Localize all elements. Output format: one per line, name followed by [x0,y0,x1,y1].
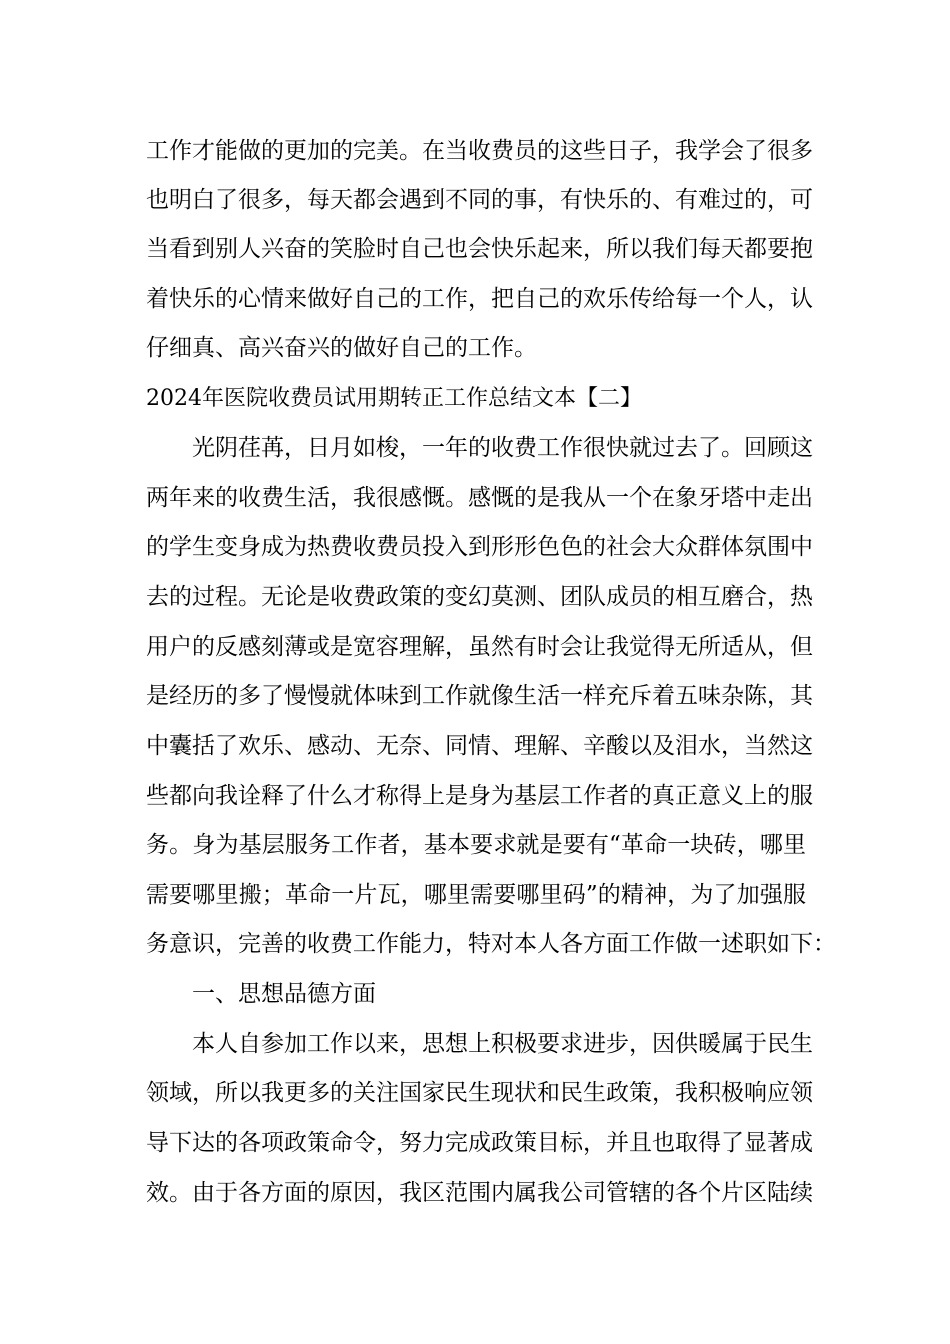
body-text-line: 两年来的收费生活，我很感慨。感慨的是我从一个在象牙塔中走出 [146,485,813,511]
body-text-line: 务意识，完善的收费工作能力，特对本人各方面工作做一述职如下： [146,931,836,957]
body-text-line: 本人自参加工作以来，思想上积极要求进步，因供暖属于民生 [192,1031,813,1057]
section-title: 2024年医院收费员试用期转正工作总结文本【二】 [146,386,642,411]
body-text-line: 务。身为基层服务工作者，基本要求就是要有“革命一块砖，哪里 [146,832,806,858]
body-text-line: 需要哪里搬；革命一片瓦，哪里需要哪里码”的精神，为了加强服 [146,882,806,908]
body-text-line: 效。由于各方面的原因，我区范围内属我公司管辖的各个片区陆续 [146,1180,813,1206]
body-text-line: 些都向我诠释了什么才称得上是身为基层工作者的真正意义上的服 [146,783,813,809]
body-text-line: 是经历的多了慢慢就体味到工作就像生活一样充斥着五味杂陈，其 [146,683,813,709]
body-text-line: 导下达的各项政策命令，努力完成政策目标，并且也取得了显著成 [146,1130,813,1156]
body-text-line: 也明白了很多，每天都会遇到不同的事，有快乐的、有难过的，可 [146,187,813,213]
body-text-line: 中囊括了欢乐、感动、无奈、同情、理解、辛酸以及泪水，当然这 [146,733,813,759]
body-text-line: 的学生变身成为热费收费员投入到形形色色的社会大众群体氛围中 [146,534,813,560]
body-text-line: 着快乐的心情来做好自己的工作，把自己的欢乐传给每一个人，认 [146,286,813,312]
body-text-line: 用户的反感刻薄或是宽容理解，虽然有时会让我觉得无所适从，但 [146,634,813,660]
body-text-line: 领域，所以我更多的关注国家民生现状和民生政策，我积极响应领 [146,1080,813,1106]
body-text-line: 去的过程。无论是收费政策的变幻莫测、团队成员的相互磨合，热 [146,584,813,610]
body-text-line: 工作才能做的更加的完美。在当收费员的这些日子，我学会了很多 [146,138,813,164]
body-text-line: 光阴荏苒，日月如梭，一年的收费工作很快就过去了。回顾这 [192,435,813,461]
subsection-heading: 一、思想品德方面 [192,981,376,1007]
body-text-line: 当看到别人兴奋的笑脸时自己也会快乐起来，所以我们每天都要抱 [146,236,813,262]
body-text-line: 仔细真、高兴奋兴的做好自己的工作。 [146,335,537,361]
